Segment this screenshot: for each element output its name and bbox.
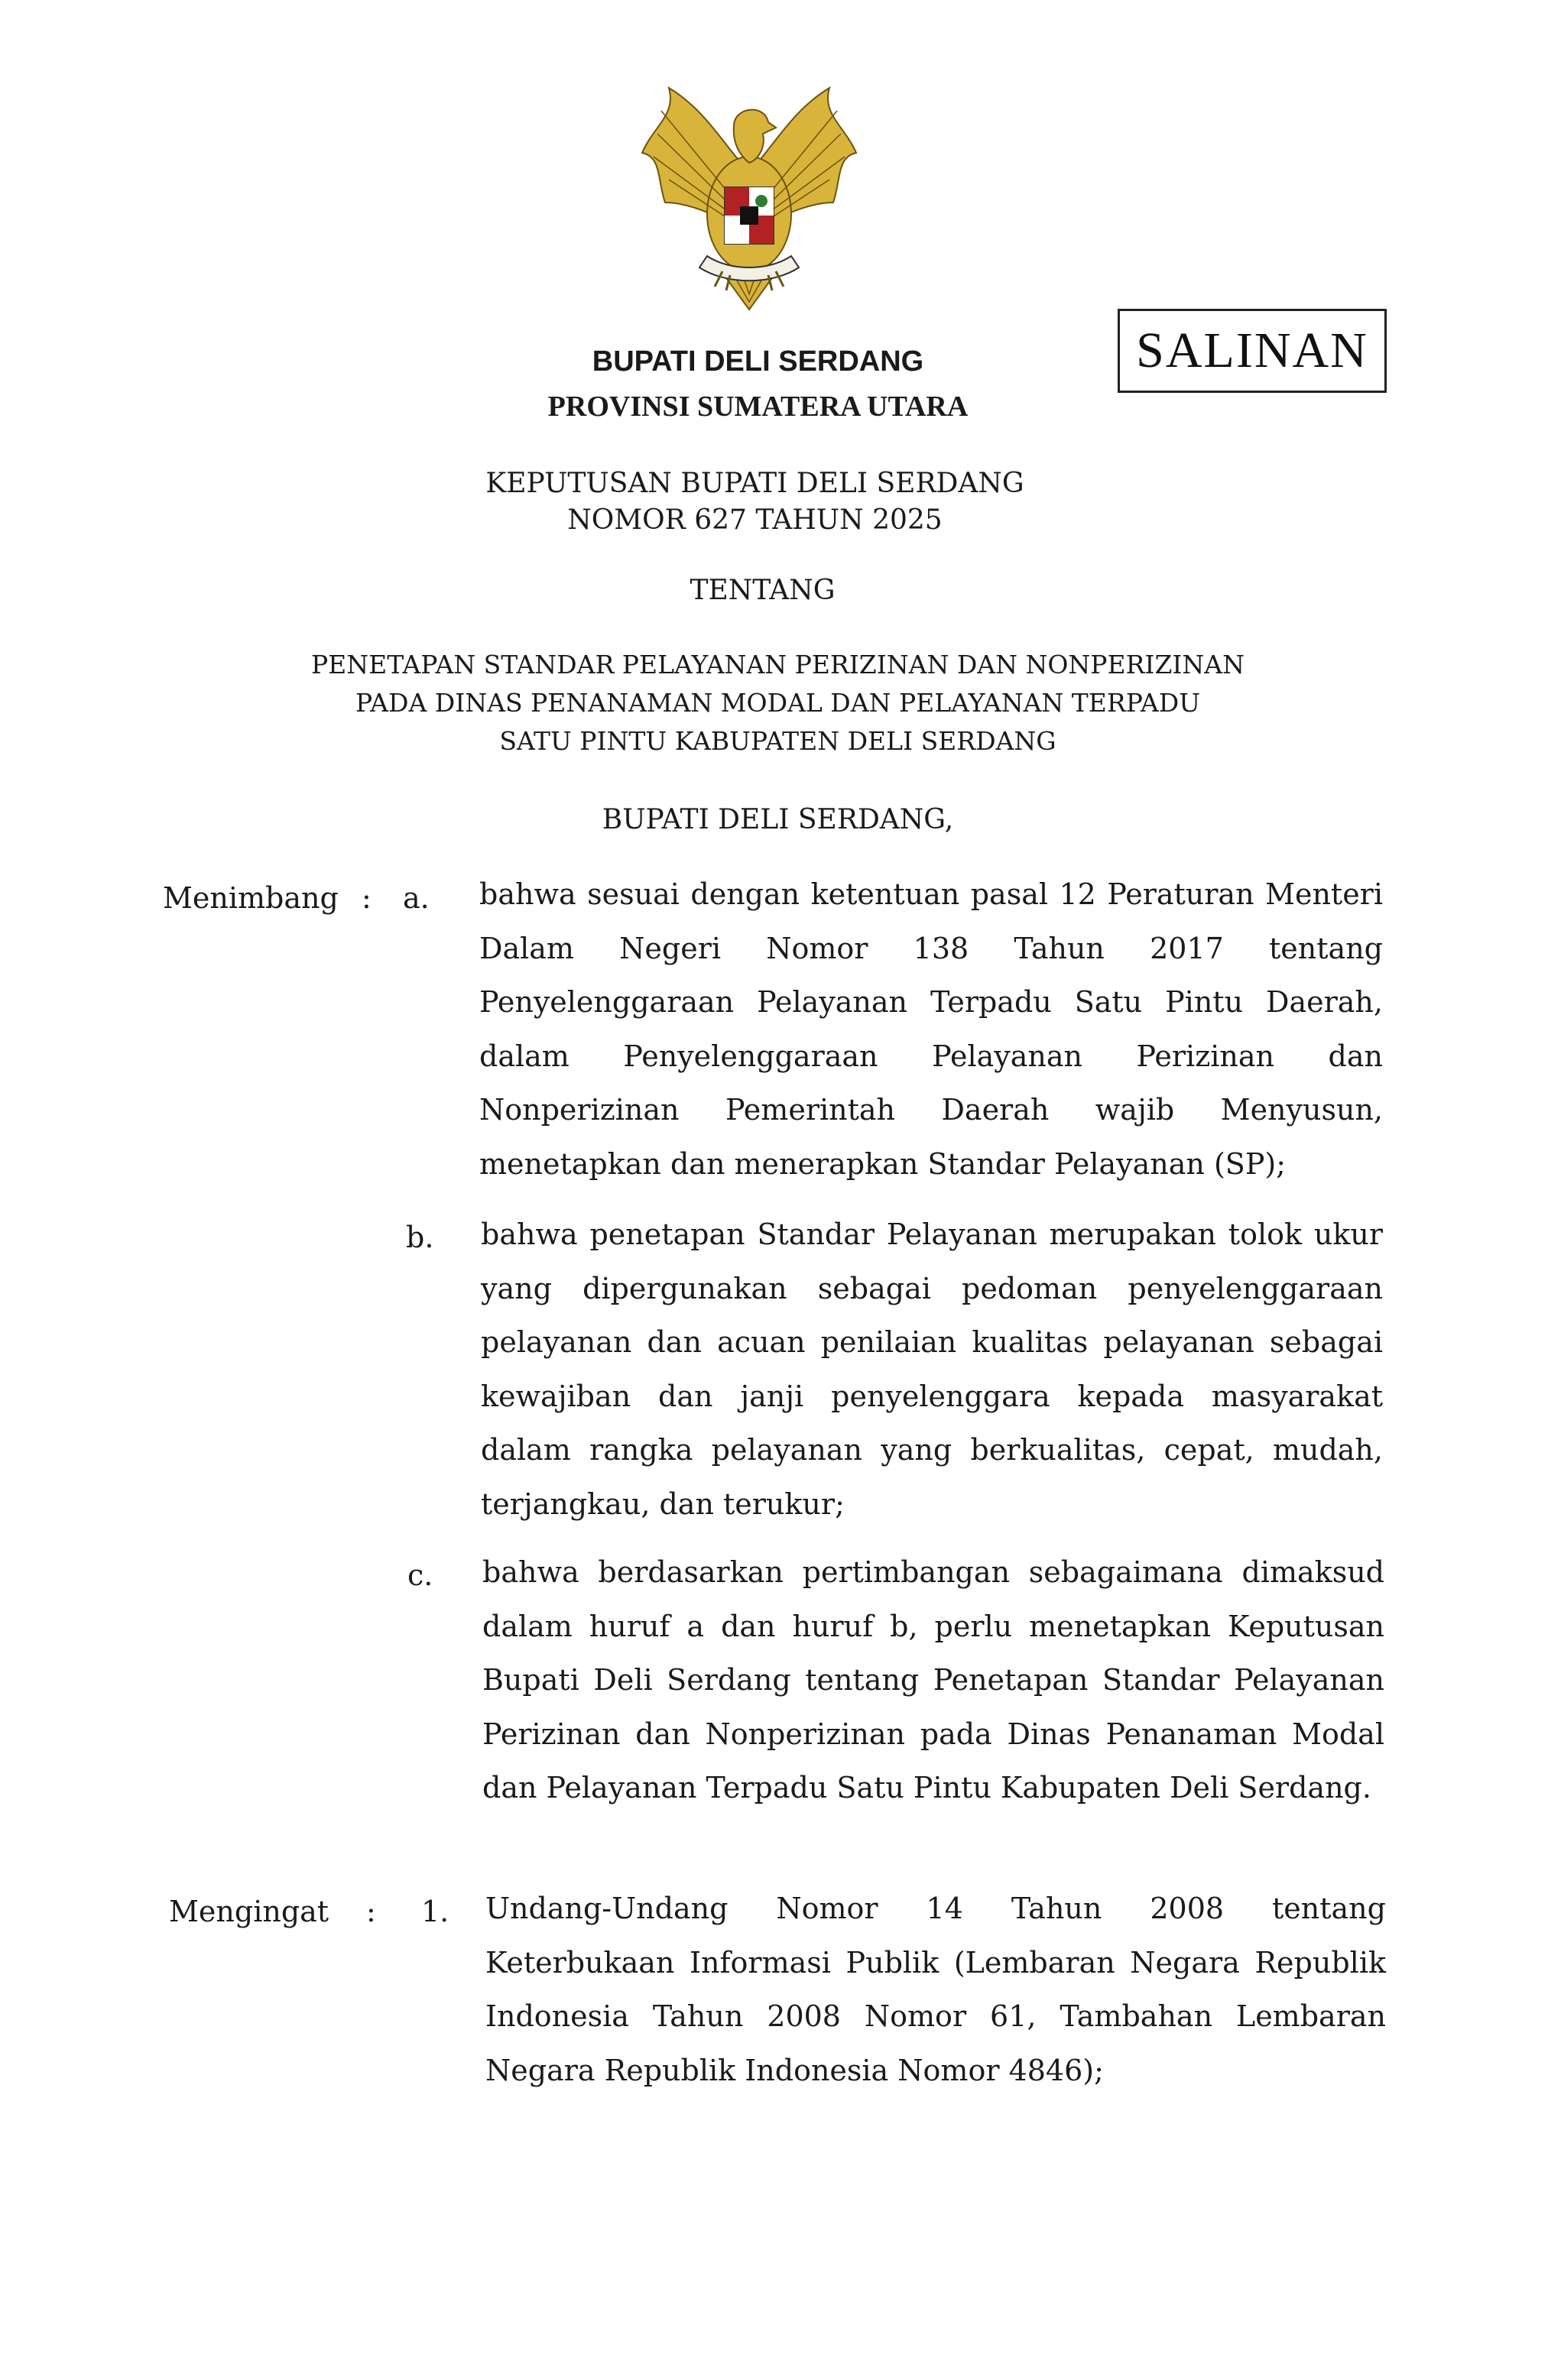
decree-issuer: BUPATI DELI SERDANG,: [602, 804, 954, 835]
salinan-stamp: SALINAN: [1118, 309, 1387, 393]
menimbang-item-a-mark: a.: [403, 881, 430, 915]
menimbang-label: Menimbang: [163, 881, 339, 915]
decree-title-line-1: PENETAPAN STANDAR PELAYANAN PERIZINAN DAN NONPERIZINAN: [310, 650, 1245, 679]
decree-about: TENTANG: [690, 575, 836, 606]
mengingat-label: Mengingat: [169, 1895, 329, 1928]
decree-title-line-3: SATU PINTU KABUPATEN DELI SERDANG: [499, 726, 1056, 756]
garuda-emblem-icon: [634, 80, 864, 317]
menimbang-item-c-text: bahwa berdasarkan pertimbangan sebagaimana dimaksud dalam huruf a dan huruf b, perlu menetapkan Keputusan Bupati Deli Serdang tentang Penetapan Standar Pelayanan Perizinan dan Nonperizinan pada Dinas Penanaman Modal dan Pelayanan Terpadu Satu Pintu Kabupaten Deli Serdang.: [482, 1555, 1384, 1804]
menimbang-item-a-text: bahwa sesuai dengan ketentuan pasal 12 Peraturan Menteri Dalam Negeri Nomor 138 Tahun 2017 tentang Penyelenggaraan Pelayanan Terpadu Satu Pintu Daerah, dalam Penyelenggaraan Pelayanan Perizinan dan Nonperizinan Pemerintah Daerah wajib Menyusun, menetapkan dan menerapkan Standar Pelayanan (SP);: [479, 877, 1383, 1181]
decree-title-line-2: PADA DINAS PENANAMAN MODAL DAN PELAYANAN TERPADU: [355, 688, 1201, 718]
decree-line-1: KEPUTUSAN BUPATI DELI SERDANG: [485, 468, 1024, 499]
authority-heading: BUPATI DELI SERDANG: [592, 345, 924, 378]
menimbang-item-b-text: bahwa penetapan Standar Pelayanan merupakan tolok ukur yang dipergunakan sebagai pedoman penyelenggaraan pelayanan dan acuan penilaian kualitas pelayanan sebagai kewajiban dan janji penyelenggara kepada masyarakat dalam rangka pelayanan yang berkualitas, cepat, mudah, terjangkau, dan terukur;: [481, 1218, 1383, 1521]
decree-number: NOMOR 627 TAHUN 2025: [567, 504, 943, 536]
province-heading: PROVINSI SUMATERA UTARA: [547, 391, 969, 423]
mengingat-item-1-text: Undang-Undang Nomor 14 Tahun 2008 tentang Keterbukaan Informasi Publik (Lembaran Negara Republik Indonesia Tahun 2008 Nomor 61, Tambahan Lembaran Negara Republik Indonesia Nomor 4846);: [485, 1892, 1386, 2087]
menimbang-item-c-mark: c.: [407, 1558, 433, 1592]
mengingat-colon: :: [366, 1895, 376, 1928]
menimbang-item-b-mark: b.: [406, 1221, 434, 1254]
menimbang-colon: :: [362, 881, 372, 915]
mengingat-item-1-mark: 1.: [421, 1895, 449, 1928]
